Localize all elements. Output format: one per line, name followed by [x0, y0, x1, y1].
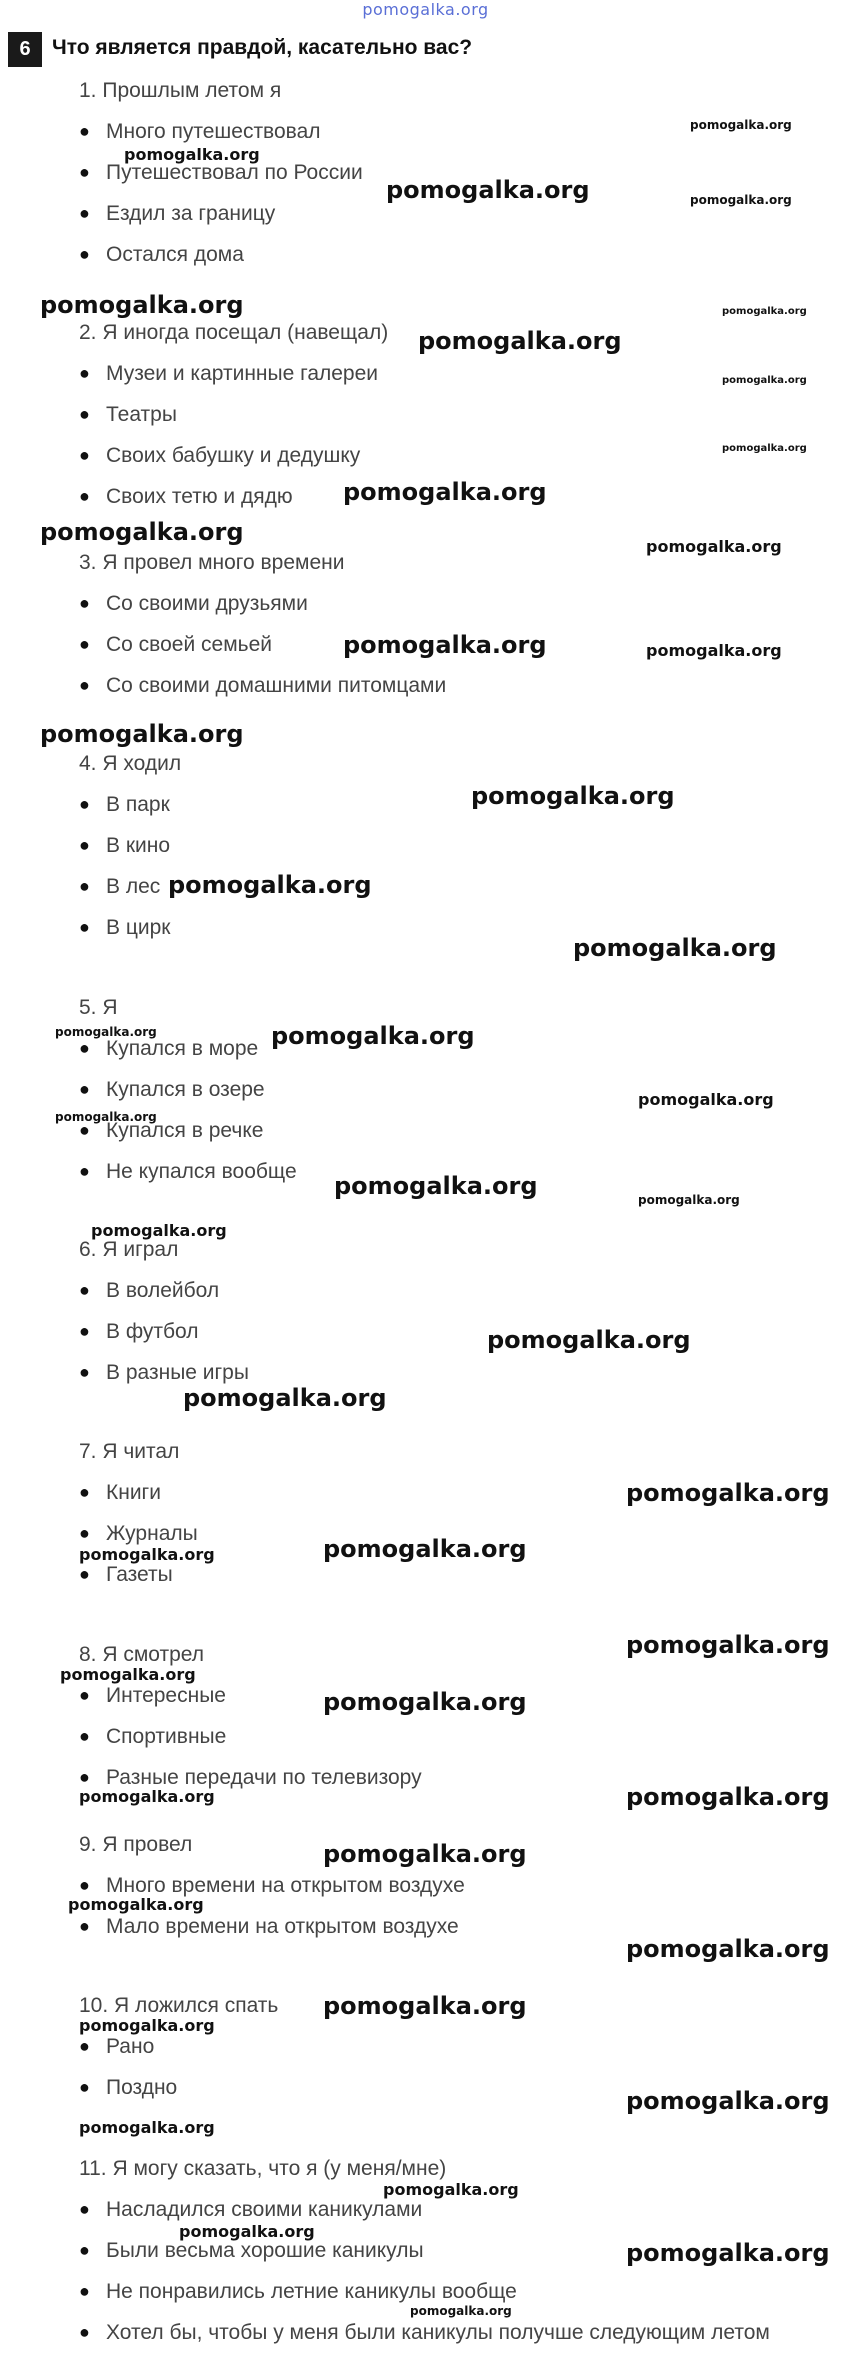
- question-2-title: 2. Я иногда посещал (навещал): [79, 321, 389, 344]
- option-label: В футбол: [106, 1320, 199, 1343]
- option-label: Много времени на открытом воздухе: [106, 1874, 465, 1897]
- bullet-icon: ●: [79, 593, 90, 613]
- watermark: pomogalka.org: [323, 1992, 527, 2020]
- option-label: Ездил за границу: [106, 202, 276, 225]
- watermark: pomogalka.org: [79, 1787, 215, 1806]
- watermark: pomogalka.org: [271, 1022, 475, 1050]
- option-label: Своих бабушку и дедушку: [106, 444, 361, 467]
- bullet-icon: ●: [79, 1362, 90, 1382]
- option-label: Насладился своими каникулами: [106, 2198, 423, 2221]
- bullet-icon: ●: [79, 2199, 90, 2219]
- bullet-icon: ●: [79, 1564, 90, 1584]
- watermark: pomogalka.org: [323, 1688, 527, 1716]
- watermark: pomogalka.org: [638, 1090, 774, 1109]
- watermark: pomogalka.org: [626, 1783, 830, 1811]
- watermark: pomogalka.org: [690, 118, 792, 132]
- bullet-icon: ●: [79, 917, 90, 937]
- question-5-option-4[interactable]: [79, 1160, 297, 1184]
- question-5-title: 5. Я: [79, 996, 118, 1019]
- watermark: pomogalka.org: [690, 193, 792, 207]
- option-label: Купался в море: [106, 1037, 259, 1060]
- option-label: Остался дома: [106, 243, 244, 266]
- option-label: Купался в речке: [106, 1119, 264, 1142]
- option-label: Рано: [106, 2035, 155, 2058]
- question-1-option-4[interactable]: [79, 243, 244, 267]
- question-2-option-4[interactable]: [79, 485, 293, 509]
- watermark: pomogalka.org: [79, 2016, 215, 2035]
- option-label: Мало времени на открытом воздухе: [106, 1915, 459, 1938]
- option-label: В разные игры: [106, 1361, 249, 1384]
- bullet-icon: ●: [79, 244, 90, 264]
- bullet-icon: ●: [79, 1767, 90, 1787]
- watermark: pomogalka.org: [626, 1479, 830, 1507]
- option-label: Музеи и картинные галереи: [106, 362, 379, 385]
- bullet-icon: ●: [79, 486, 90, 506]
- watermark: pomogalka.org: [626, 2239, 830, 2267]
- watermark: pomogalka.org: [179, 2222, 315, 2241]
- option-label: Хотел бы, чтобы у меня были каникулы получше следующим летом: [106, 2321, 770, 2344]
- watermark: pomogalka.org: [79, 1545, 215, 1564]
- watermark: pomogalka.org: [638, 1193, 740, 1207]
- question-7-option-2[interactable]: [79, 1522, 198, 1546]
- option-label: В кино: [106, 834, 171, 857]
- bullet-icon: ●: [79, 1321, 90, 1341]
- question-6-option-1[interactable]: [79, 1279, 219, 1303]
- option-label: Были весьма хорошие каникулы: [106, 2239, 424, 2262]
- watermark: pomogalka.org: [626, 2087, 830, 2115]
- bullet-icon: ●: [79, 876, 90, 896]
- question-4-option-4[interactable]: [79, 916, 170, 940]
- bullet-icon: ●: [79, 675, 90, 695]
- option-label: Не понравились летние каникулы вообще: [106, 2280, 517, 2303]
- bullet-icon: ●: [79, 2077, 90, 2097]
- watermark: pomogalka.org: [626, 1631, 830, 1659]
- question-4-title: 4. Я ходил: [79, 752, 182, 775]
- question-6-option-2[interactable]: [79, 1320, 199, 1344]
- option-label: В волейбол: [106, 1279, 220, 1302]
- option-label: В цирк: [106, 916, 171, 939]
- watermark: pomogalka.org: [343, 478, 547, 506]
- watermark: pomogalka.org: [646, 537, 782, 556]
- question-7-option-3[interactable]: [79, 1563, 173, 1587]
- bullet-icon: ●: [79, 1280, 90, 1300]
- watermark: pomogalka.org: [334, 1172, 538, 1200]
- question-2-option-2[interactable]: [79, 403, 177, 427]
- watermark: pomogalka.org: [722, 375, 807, 386]
- watermark: pomogalka.org: [60, 1665, 196, 1684]
- watermark: pomogalka.org: [168, 871, 372, 899]
- option-label: Не купался вообще: [106, 1160, 297, 1183]
- question-11-option-3[interactable]: [79, 2280, 517, 2304]
- watermark: pomogalka.org: [68, 1895, 204, 1914]
- watermark: pomogalka.org: [323, 1840, 527, 1868]
- option-label: Своих тетю и дядю: [106, 485, 293, 508]
- option-label: Путешествовал по России: [106, 161, 363, 184]
- task-title: Что является правдой, касательно вас?: [52, 36, 473, 59]
- question-8-option-2[interactable]: [79, 1725, 226, 1749]
- option-label: Много путешествовал: [106, 120, 321, 143]
- option-label: Со своими домашними питомцами: [106, 674, 447, 697]
- question-5-option-2[interactable]: [79, 1078, 265, 1102]
- bullet-icon: ●: [79, 835, 90, 855]
- question-1-title: 1. Прошлым летом я: [79, 79, 282, 102]
- watermark: pomogalka.org: [40, 291, 244, 319]
- question-9-option-2[interactable]: [79, 1915, 459, 1939]
- bullet-icon: ●: [79, 203, 90, 223]
- question-3-title: 3. Я провел много времени: [79, 551, 345, 574]
- bullet-icon: ●: [79, 162, 90, 182]
- question-3-option-1[interactable]: [79, 592, 308, 616]
- option-label: Поздно: [106, 2076, 178, 2099]
- bullet-icon: ●: [79, 404, 90, 424]
- watermark: pomogalka.org: [410, 2304, 512, 2318]
- option-label: Журналы: [106, 1522, 198, 1545]
- question-10-option-2[interactable]: [79, 2076, 177, 2100]
- question-11-option-2[interactable]: [79, 2239, 424, 2263]
- watermark: pomogalka.org: [386, 176, 590, 204]
- watermark: pomogalka.org: [79, 2118, 215, 2137]
- watermark: pomogalka.org: [40, 720, 244, 748]
- question-9-title: 9. Я провел: [79, 1833, 193, 1856]
- bullet-icon: ●: [79, 1726, 90, 1746]
- bullet-icon: ●: [79, 1916, 90, 1936]
- bullet-icon: ●: [79, 1523, 90, 1543]
- question-6-option-3[interactable]: [79, 1361, 249, 1385]
- question-11-title: 11. Я могу сказать, что я (у меня/мне): [79, 2157, 447, 2180]
- watermark: pomogalka.org: [183, 1384, 387, 1412]
- question-5-option-1[interactable]: [79, 1037, 258, 1061]
- watermark: pomogalka.org: [55, 1025, 157, 1039]
- bullet-icon: ●: [79, 634, 90, 654]
- question-4-option-3[interactable]: [79, 875, 160, 899]
- question-4-option-2[interactable]: [79, 834, 170, 858]
- question-11-option-1[interactable]: [79, 2198, 422, 2222]
- option-label: Спортивные: [106, 1725, 227, 1748]
- question-1-option-3[interactable]: [79, 202, 275, 226]
- watermark: pomogalka.org: [722, 306, 807, 317]
- option-label: Купался в озере: [106, 1078, 265, 1101]
- bullet-icon: ●: [79, 1875, 90, 1895]
- bullet-icon: ●: [79, 2322, 90, 2342]
- watermark: pomogalka.org: [418, 327, 622, 355]
- option-label: Со своими друзьями: [106, 592, 308, 615]
- watermark: pomogalka.org: [383, 2180, 519, 2199]
- watermark: pomogalka.org: [722, 443, 807, 454]
- question-6-title: 6. Я играл: [79, 1238, 179, 1261]
- bullet-icon: ●: [79, 2281, 90, 2301]
- question-7-title: 7. Я читал: [79, 1440, 180, 1463]
- bullet-icon: ●: [79, 121, 90, 141]
- question-3-option-3[interactable]: [79, 674, 446, 698]
- bullet-icon: ●: [79, 1120, 90, 1140]
- bullet-icon: ●: [79, 794, 90, 814]
- question-1-option-2[interactable]: [79, 161, 363, 185]
- question-3-option-2[interactable]: [79, 633, 272, 657]
- watermark: pomogalka.org: [343, 631, 547, 659]
- question-11-option-4[interactable]: [79, 2321, 770, 2345]
- question-8-option-1[interactable]: [79, 1684, 226, 1708]
- question-1-option-1[interactable]: [79, 120, 321, 144]
- option-label: Газеты: [106, 1563, 173, 1586]
- question-7-option-1[interactable]: [79, 1481, 161, 1505]
- option-label: Театры: [106, 403, 177, 426]
- site-header[interactable]: pomogalka.org: [362, 0, 489, 19]
- watermark: pomogalka.org: [573, 934, 777, 962]
- option-label: Книги: [106, 1481, 161, 1504]
- watermark: pomogalka.org: [124, 145, 260, 164]
- question-8-title: 8. Я смотрел: [79, 1643, 205, 1666]
- bullet-icon: ●: [79, 1482, 90, 1502]
- bullet-icon: ●: [79, 363, 90, 383]
- bullet-icon: ●: [79, 1038, 90, 1058]
- option-label: В лес: [106, 875, 161, 898]
- watermark: pomogalka.org: [55, 1110, 157, 1124]
- question-2-option-1[interactable]: [79, 362, 378, 386]
- bullet-icon: ●: [79, 445, 90, 465]
- watermark: pomogalka.org: [91, 1221, 227, 1240]
- bullet-icon: ●: [79, 2240, 90, 2260]
- question-10-option-1[interactable]: [79, 2035, 154, 2059]
- watermark: pomogalka.org: [646, 641, 782, 660]
- question-10-title: 10. Я ложился спать: [79, 1994, 279, 2017]
- option-label: Со своей семьей: [106, 633, 272, 656]
- bullet-icon: ●: [79, 1161, 90, 1181]
- task-number-badge: 6: [8, 32, 42, 67]
- watermark: pomogalka.org: [323, 1535, 527, 1563]
- bullet-icon: ●: [79, 1079, 90, 1099]
- watermark: pomogalka.org: [40, 518, 244, 546]
- watermark: pomogalka.org: [626, 1935, 830, 1963]
- watermark: pomogalka.org: [471, 782, 675, 810]
- question-2-option-3[interactable]: [79, 444, 360, 468]
- bullet-icon: ●: [79, 2036, 90, 2056]
- bullet-icon: ●: [79, 1685, 90, 1705]
- option-label: В парк: [106, 793, 170, 816]
- question-4-option-1[interactable]: [79, 793, 170, 817]
- option-label: Интересные: [106, 1684, 226, 1707]
- option-label: Разные передачи по телевизору: [106, 1766, 422, 1789]
- watermark: pomogalka.org: [487, 1326, 691, 1354]
